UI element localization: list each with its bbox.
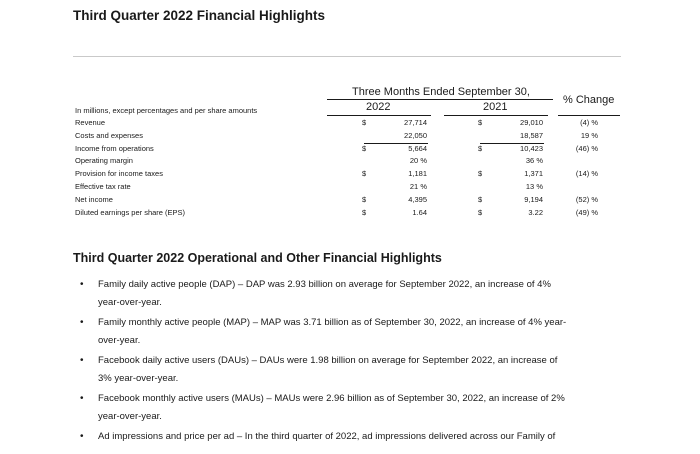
bullet-icon: •	[80, 431, 84, 442]
section-title-operational-highlights: Third Quarter 2022 Operational and Other Financial Highlights	[73, 251, 442, 265]
bullet-text-line1: Family daily active people (DAP) – DAP was 2.93 billion on average for September 2022, an increase of 4%	[98, 279, 551, 290]
bullet-text-line1: Ad impressions and price per ad – In the third quarter of 2022, ad impressions delivered across our Family of	[98, 431, 556, 442]
costs-underline-2022	[364, 143, 428, 144]
list-item	[80, 390, 620, 426]
table-row	[0, 118, 700, 131]
percent-change: (52) %	[575, 194, 598, 204]
percent-change: (14) %	[575, 169, 598, 179]
period-header-underline	[327, 99, 553, 100]
value-2021: 36 %	[525, 156, 543, 166]
row-label: Net income	[75, 194, 113, 204]
bullet-text-line2: 3% year-over-year.	[98, 373, 179, 384]
percent-change: (46) %	[575, 143, 598, 153]
row-label: Provision for income taxes	[75, 169, 163, 179]
table-row	[0, 131, 700, 144]
value-2021: 1,371	[524, 169, 543, 179]
currency-2022: $	[362, 118, 367, 127]
year-2022-underline	[327, 115, 431, 116]
bullet-text-line1: Facebook monthly active users (MAUs) – MAUs were 2.96 billion as of September 30, 2022, an increase of 2%	[98, 393, 565, 404]
percent-change: (49) %	[575, 207, 598, 217]
value-2022: 22,050	[404, 130, 427, 140]
currency-2022: $	[362, 207, 367, 217]
row-label: Costs and expenses	[75, 130, 143, 140]
list-item	[80, 428, 620, 446]
value-2022: 5,664	[408, 143, 427, 153]
section-title-financial-highlights: Third Quarter 2022 Financial Highlights	[73, 8, 326, 23]
table-row	[0, 156, 700, 169]
row-label: Operating margin	[75, 156, 133, 166]
year-2021-header: 2021	[483, 101, 508, 113]
percent-change-header: % Change	[563, 94, 615, 106]
value-2022: 27,714	[404, 118, 427, 127]
currency-2021: $	[478, 143, 483, 153]
list-item	[80, 352, 620, 388]
costs-underline-2021	[480, 143, 544, 144]
highlights-list	[80, 276, 620, 448]
currency-2022: $	[362, 143, 367, 153]
row-label: Effective tax rate	[75, 182, 131, 191]
row-label: Income from operations	[75, 143, 154, 153]
table-row	[0, 195, 700, 208]
list-item	[80, 276, 620, 312]
bullet-icon: •	[80, 279, 84, 290]
currency-2021: $	[478, 118, 483, 127]
currency-2022: $	[362, 194, 367, 204]
table-row	[0, 208, 700, 221]
bullet-icon: •	[80, 393, 84, 404]
currency-2022: $	[362, 169, 367, 179]
percent-change-underline	[558, 115, 620, 116]
value-2021: 3.22	[528, 207, 543, 217]
bullet-text-line2: year-over-year.	[98, 297, 162, 308]
value-2021: 13 %	[525, 182, 543, 191]
value-2022: 1,181	[408, 169, 427, 179]
bullet-icon: •	[80, 355, 84, 366]
bullet-icon: •	[80, 317, 84, 328]
bullet-text-line1: Family monthly active people (MAP) – MAP was 3.71 billion as of September 30, 2022, an increase of 4% year-	[98, 317, 567, 328]
currency-2021: $	[478, 194, 483, 204]
period-header: Three Months Ended September 30,	[352, 86, 530, 98]
value-2022: 4,395	[408, 194, 427, 204]
bullet-text-line1: Facebook daily active users (DAUs) – DAUs were 1.98 billion on average for September 2022, an increase of	[98, 355, 558, 366]
bullet-text-line2: over-year.	[98, 335, 141, 346]
value-2021: 10,423	[520, 143, 543, 153]
table-row	[0, 169, 700, 182]
table-row	[0, 144, 700, 157]
row-label: Diluted earnings per share (EPS)	[75, 207, 186, 217]
list-item	[80, 314, 620, 350]
value-2021: 18,587	[520, 130, 543, 140]
value-2021: 29,010	[520, 118, 543, 127]
value-2021: 9,194	[524, 194, 543, 204]
value-2022: 20 %	[409, 156, 427, 166]
row-label: Revenue	[75, 118, 106, 127]
bullet-text-line2: year-over-year.	[98, 411, 162, 422]
year-2022-header: 2022	[366, 101, 391, 113]
value-2022: 21 %	[409, 182, 427, 191]
table-note: In millions, except percentages and per share amounts	[75, 106, 258, 115]
currency-2021: $	[478, 169, 483, 179]
value-2022: 1.64	[412, 207, 427, 217]
year-2021-underline	[444, 115, 548, 116]
percent-change: 19 %	[580, 130, 598, 140]
percent-change: (4) %	[580, 118, 598, 127]
table-row	[0, 182, 700, 195]
currency-2021: $	[478, 207, 483, 217]
